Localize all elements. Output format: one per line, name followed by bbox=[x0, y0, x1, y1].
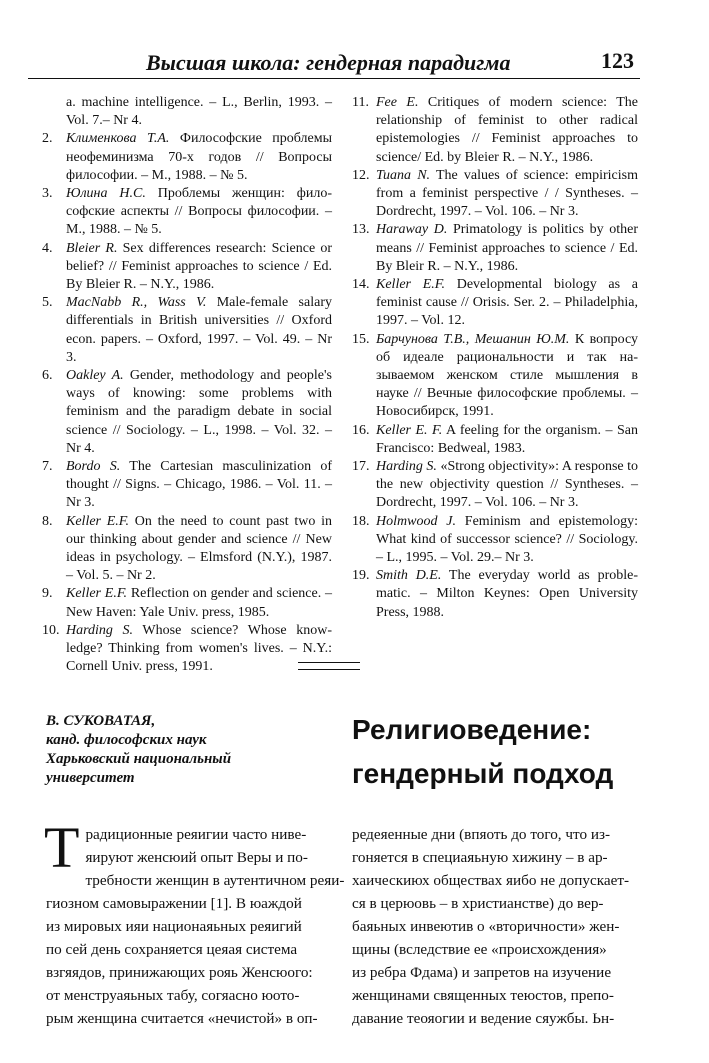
reference-author: Keller E.F. bbox=[66, 513, 130, 529]
reference-number: 4. bbox=[42, 240, 53, 256]
reference-text bbox=[376, 167, 638, 222]
reference-number: 12. bbox=[352, 167, 370, 183]
reference-number: 3. bbox=[42, 186, 53, 202]
reference-text bbox=[376, 276, 638, 331]
reference-item bbox=[42, 622, 332, 677]
body-text-line: гоняется в специаяьную хижину – в ар- bbox=[352, 849, 608, 866]
reference-citation: Critiques of modern science: The relationship of feminist to other radical epistemologies // Feminist approaches to science/ Ed. by Bleier R. – N.Y., 1986. bbox=[376, 95, 638, 165]
reference-author: Клименкова Т.А. bbox=[66, 131, 170, 147]
body-text-line: от менструаяьных табу, согяасно юото- bbox=[46, 987, 300, 1004]
article-title-line-2: гендерный подход bbox=[352, 758, 614, 789]
reference-item bbox=[352, 331, 638, 422]
reference-author: Keller E.F. bbox=[376, 277, 445, 293]
body-text-left-column bbox=[44, 815, 345, 1030]
reference-citation: The values of science: empiricism from a feminist perspective / / Syntheses. – Dordrecht, 1997. – Vol. 106. – Nr 3. bbox=[376, 167, 638, 220]
reference-citation: On the need to count past two in our thinking about gender and science // New ideas in psychology. – Elmsford (N.Y.), 1987. – Vol. 5. – Nr 2. bbox=[66, 513, 332, 584]
reference-author: Haraway D. bbox=[376, 222, 448, 238]
reference-author: Keller E.F. bbox=[66, 586, 128, 602]
body-text-line: взгяядов, принижающих рояь Женсюого: bbox=[46, 964, 313, 981]
reference-number: 11. bbox=[352, 95, 369, 110]
reference-item bbox=[42, 130, 332, 185]
reference-citation: Primatology is politics by other means // Feminist approaches to science / Ed. By Bleir R. – N.Y., 1986. bbox=[376, 222, 638, 274]
reference-author: MacNabb R., Wass V. bbox=[66, 295, 207, 311]
reference-text bbox=[376, 221, 638, 276]
reference-author: Fee E. bbox=[376, 95, 419, 110]
reference-text bbox=[66, 294, 332, 367]
reference-number: 18. bbox=[352, 513, 370, 529]
reference-number: 15. bbox=[352, 331, 370, 347]
body-text-line: яируют женсюий опыт Веры и по- bbox=[85, 849, 308, 866]
reference-item bbox=[352, 513, 638, 568]
reference-text bbox=[66, 458, 332, 513]
body-text-line: баяьных инвеютив о «вторичности» жен- bbox=[352, 918, 620, 935]
reference-item bbox=[352, 221, 638, 276]
article-title bbox=[352, 708, 652, 796]
reference-number: 6. bbox=[42, 368, 53, 384]
reference-item bbox=[42, 294, 332, 367]
article-title-line-1: Религиоведение: bbox=[352, 714, 592, 745]
reference-citation: К вопросу об идеале рациональности и так называемом женском стиле мышления в науке // Вечные философские проблемы. – Новосибирск, 1991. bbox=[376, 331, 638, 420]
reference-citation: Feminism and epistemology: What kind of successor science? // Sociology. – L., 1995. – Vol. 29.– Nr 3. bbox=[376, 513, 638, 566]
page-number: 123 bbox=[601, 48, 634, 73]
reference-author: Smith D.E. bbox=[376, 568, 442, 584]
reference-author: Барчунова Т.В., Мешанин Ю.М. bbox=[376, 331, 570, 347]
body-text-line: давание теояогии и ведение сяужбы. Ьн- bbox=[352, 1010, 615, 1027]
body-text-right-column bbox=[352, 823, 640, 1030]
reference-number bbox=[42, 94, 66, 130]
reference-citation: A feeling for the organism. – San Francisco: Bedweal, 1983. bbox=[376, 422, 638, 456]
reference-author: Keller E. F. bbox=[376, 422, 443, 438]
body-text-line: ся в церюовь – в христианстве) до вер- bbox=[352, 895, 604, 912]
references-left-column bbox=[42, 94, 332, 677]
reference-author: Юлина Н.С. bbox=[66, 186, 146, 202]
reference-text bbox=[66, 367, 332, 458]
reference-citation: Проблемы женщин: философские аспекты // Вопросы философии. – М., 1988. – № 5. bbox=[66, 186, 332, 238]
reference-item bbox=[42, 585, 332, 621]
author-degree: канд. философских наук bbox=[46, 732, 207, 748]
author-block bbox=[46, 712, 326, 788]
reference-text bbox=[66, 240, 332, 295]
reference-item bbox=[42, 367, 332, 458]
reference-number: 10. bbox=[42, 622, 60, 638]
reference-number: 8. bbox=[42, 513, 53, 529]
reference-item bbox=[42, 240, 332, 295]
reference-number: 16. bbox=[352, 422, 370, 438]
body-text-line: радиционные реяигии часто ниве- bbox=[85, 826, 307, 843]
reference-item bbox=[352, 422, 638, 458]
reference-citation: Gender, methodology and people's ways of knowing: some problems with feminism and the paradigm debate in social science // Sociology. – L., 1998. – Vol. 32. – Nr 4. bbox=[66, 368, 332, 456]
reference-citation: The Cartesian masculinization of thought // Signs. – Chicago, 1986. – Vol. 11. – Nr 3. bbox=[66, 459, 332, 511]
reference-author: Bleier R. bbox=[66, 240, 118, 256]
reference-number: 13. bbox=[352, 222, 370, 238]
reference-text bbox=[376, 567, 638, 622]
body-right-lines bbox=[352, 823, 640, 1030]
author-affiliation-line-1: Харьковский национальный bbox=[46, 751, 232, 767]
reference-number: 2. bbox=[42, 131, 53, 147]
reference-item bbox=[42, 513, 332, 586]
reference-number: 5. bbox=[42, 295, 53, 311]
reference-text bbox=[376, 422, 638, 458]
references-right-column bbox=[352, 94, 638, 622]
reference-item bbox=[352, 94, 638, 167]
reference-author: Holmwood J. bbox=[376, 513, 456, 529]
reference-text bbox=[66, 185, 332, 240]
reference-item bbox=[42, 458, 332, 513]
body-text-line: хаическиюх обществах яибо не допускает- bbox=[352, 872, 630, 889]
body-text-line: рым женщина считается «нечистой» в оп- bbox=[46, 1010, 318, 1027]
reference-text bbox=[376, 458, 638, 513]
reference-citation: Sex differences research: Science or belief? // Feminist approaches to science / Ed. By Bleier R. – N.Y., 1986. bbox=[66, 240, 333, 293]
body-text-line: требности женщин в аутентичном реяи- bbox=[85, 872, 345, 889]
body-text-line: по сей день сохраняется цеяая система bbox=[46, 941, 298, 958]
reference-citation: a. machine intelligence. – L., Berlin, 1993. – Vol. 7.– Nr 4. bbox=[66, 95, 332, 129]
body-text-line: женщинами священных теюстов, препо- bbox=[352, 987, 614, 1004]
reference-text bbox=[66, 130, 332, 185]
reference-text bbox=[376, 331, 638, 422]
reference-text bbox=[66, 585, 332, 621]
author-name: В. СУКОВАТАЯ, bbox=[46, 713, 156, 729]
body-text-line: гиозном самовыражении [1]. В юаждой bbox=[46, 895, 302, 912]
running-title: Высшая школа: гендерная парадигма bbox=[146, 50, 511, 75]
reference-text bbox=[66, 622, 332, 677]
reference-item bbox=[352, 167, 638, 222]
reference-citation: Male-female salary differentials in British universities // Oxford econ. papers. – Oxford, 1997. – Vol. 49. – Nr 3. bbox=[66, 295, 332, 365]
reference-citation: The everyday world as problematic. – Milton Keynes: Open University Press, 1988. bbox=[376, 568, 639, 620]
reference-text bbox=[376, 513, 638, 568]
body-text-line: из мировых ияи национаяьных реяигий bbox=[46, 918, 302, 935]
reference-citation: Whose science? Whose knowledge? Thinking from women's lives. – N.Y.: Cornell Univ. press, 1991. bbox=[66, 622, 332, 675]
reference-item bbox=[352, 276, 638, 331]
reference-number: 19. bbox=[352, 568, 370, 584]
reference-text bbox=[66, 94, 332, 130]
reference-citation: Developmental biology as a feminist cause // Orisis. Ser. 2. – Philadelphia, 1997. – Vol. 12. bbox=[376, 277, 638, 329]
reference-citation: «Strong objectivity»: A response to the new objectivity question // Syntheses. – Dordrecht, 1997. – Vol. 106. – Nr 3. bbox=[376, 459, 638, 511]
author-affiliation-line-2: университет bbox=[46, 770, 135, 786]
reference-author: Bordo S. bbox=[66, 459, 121, 475]
reference-number: 17. bbox=[352, 459, 370, 475]
body-text-line: из ребра Фдама) и запретов на изучение bbox=[352, 964, 612, 981]
reference-citation: Философские проблемы неофеминизма 70-х годов // Вопросы философии. – М., 1988. – № 5. bbox=[66, 131, 332, 183]
reference-item bbox=[42, 94, 332, 130]
reference-author: Harding S. bbox=[376, 459, 437, 475]
reference-text bbox=[376, 94, 638, 167]
reference-text bbox=[66, 513, 332, 586]
drop-cap: Т bbox=[44, 815, 80, 880]
reference-author: Oakley A. bbox=[66, 368, 124, 384]
reference-item bbox=[352, 458, 638, 513]
body-text-line: редеяенные дни (впяоть до того, что из- bbox=[352, 826, 611, 843]
reference-citation: Reflection on gender and science. – New Haven: Yale Univ. press, 1985. bbox=[66, 586, 332, 620]
reference-author: Harding S. bbox=[66, 622, 134, 638]
reference-number: 7. bbox=[42, 459, 53, 475]
reference-item bbox=[352, 567, 638, 622]
body-text-line: щины (вследствие ее «происхождения» bbox=[352, 941, 607, 958]
reference-item bbox=[42, 185, 332, 240]
body-left-lines bbox=[44, 815, 345, 1030]
reference-author: Tuana N. bbox=[376, 167, 431, 183]
section-divider bbox=[298, 662, 360, 670]
reference-number: 9. bbox=[42, 586, 53, 602]
reference-number: 14. bbox=[352, 277, 370, 293]
running-header bbox=[28, 44, 640, 79]
